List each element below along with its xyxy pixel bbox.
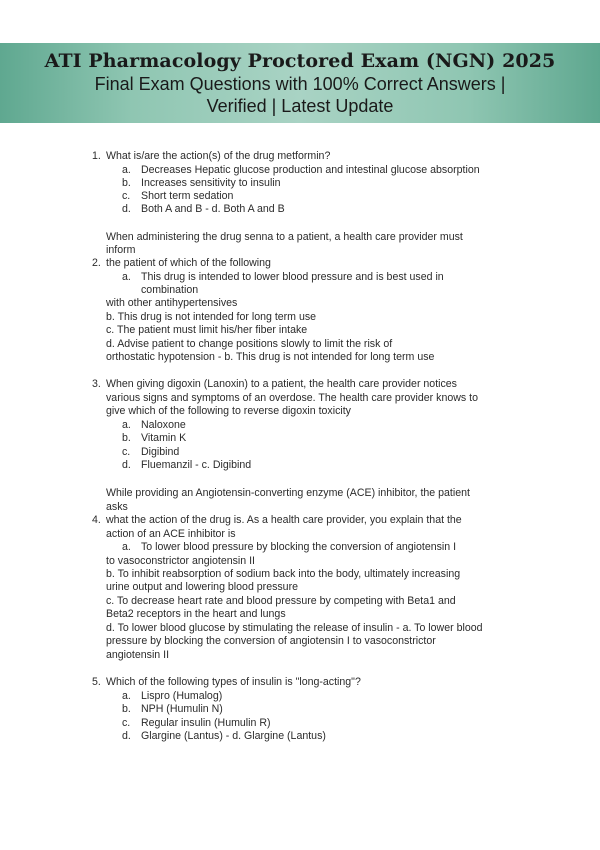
option-letter: d. [122,459,131,471]
question-stem: various signs and symptoms of an overdose. The health care provider knows to [106,392,478,404]
question-preamble: inform [106,244,136,256]
option-text: Vitamin K [141,432,187,444]
question-preamble: asks [106,501,128,513]
option-letter: a. [122,271,131,283]
answer-line: urine output and lowering blood pressure [106,581,298,593]
option-text: Fluemanzil - c. Digibind [141,459,252,471]
option-text: Glargine (Lantus) - d. Glargine (Lantus) [141,730,326,742]
question-stem: When giving digoxin (Lanoxin) to a patient, the health care provider notices [106,378,457,390]
subtitle-line-1: Final Exam Questions with 100% Correct Answers | [94,74,506,94]
answer-line: with other antihypertensives [106,297,238,309]
question-stem: the patient of which of the following [106,257,271,269]
option-text: Naloxone [141,419,186,431]
answer-line: d. To lower blood glucose by stimulating the release of insulin - a. To lower blood [106,622,483,634]
option-text: To lower blood pressure by blocking the conversion of angiotensin I [141,541,457,553]
question-stem: Which of the following types of insulin is "long-acting"? [106,676,361,688]
option-text: Decreases Hepatic glucose production and intestinal glucose absorption [141,164,480,176]
option-letter: c. [122,190,131,202]
answer-line: b. This drug is not intended for long term use [106,311,317,323]
option-text: combination [141,284,199,296]
option-letter: c. [122,446,131,458]
answer-line: d. Advise patient to change positions slowly to limit the risk of [106,338,393,350]
option-text: Both A and B - d. Both A and B [141,203,285,215]
option-text: This drug is intended to lower blood pressure and is best used in [141,271,444,283]
answer-line: c. The patient must limit his/her fiber intake [106,324,308,336]
option-text: Lispro (Humalog) [141,690,223,702]
option-letter: a. [122,419,131,431]
option-letter: c. [122,717,131,729]
option-text: Short term sedation [141,190,234,202]
answer-line: Beta2 receptors in the heart and lungs [106,608,286,620]
option-letter: b. [122,432,131,444]
question-number: 3. [92,378,101,390]
option-letter: a. [122,690,131,702]
question-stem: action of an ACE inhibitor is [106,528,236,540]
subtitle-line-2: Verified | Latest Update [206,96,394,116]
answer-line: pressure by blocking the conversion of angiotensin I to vasoconstrictor [106,635,436,647]
option-letter: d. [122,730,131,742]
answer-line: c. To decrease heart rate and blood pressure by competing with Beta1 and [106,595,456,607]
answer-line: b. To inhibit reabsorption of sodium back into the body, ultimately increasing [106,568,461,580]
question-number: 4. [92,514,101,526]
option-text: Digibind [141,446,180,458]
question-preamble: When administering the drug senna to a patient, a health care provider must [106,231,463,243]
document-title: ATI Pharmacology Proctored Exam (NGN) 2025 [44,50,556,72]
question-number: 5. [92,676,101,688]
question-stem: what the action of the drug is. As a health care provider, you explain that the [106,514,462,526]
answer-line: orthostatic hypotension - b. This drug is not intended for long term use [106,351,435,363]
answer-line: angiotensin II [106,649,170,661]
option-letter: a. [122,541,131,553]
question-stem: give which of the following to reverse digoxin toxicity [106,405,351,417]
question-number: 2. [92,257,101,269]
question-preamble: While providing an Angiotensin-converting enzyme (ACE) inhibitor, the patient [106,487,470,499]
option-text: Regular insulin (Humulin R) [141,717,271,729]
option-letter: d. [122,203,131,215]
question-stem: What is/are the action(s) of the drug metformin? [106,150,331,162]
option-letter: b. [122,703,131,715]
answer-line: to vasoconstrictor angiotensin II [106,555,255,567]
option-text: NPH (Humulin N) [141,703,223,715]
question-number: 1. [92,150,101,162]
option-text: Increases sensitivity to insulin [141,177,281,189]
option-letter: a. [122,164,131,176]
option-letter: b. [122,177,131,189]
